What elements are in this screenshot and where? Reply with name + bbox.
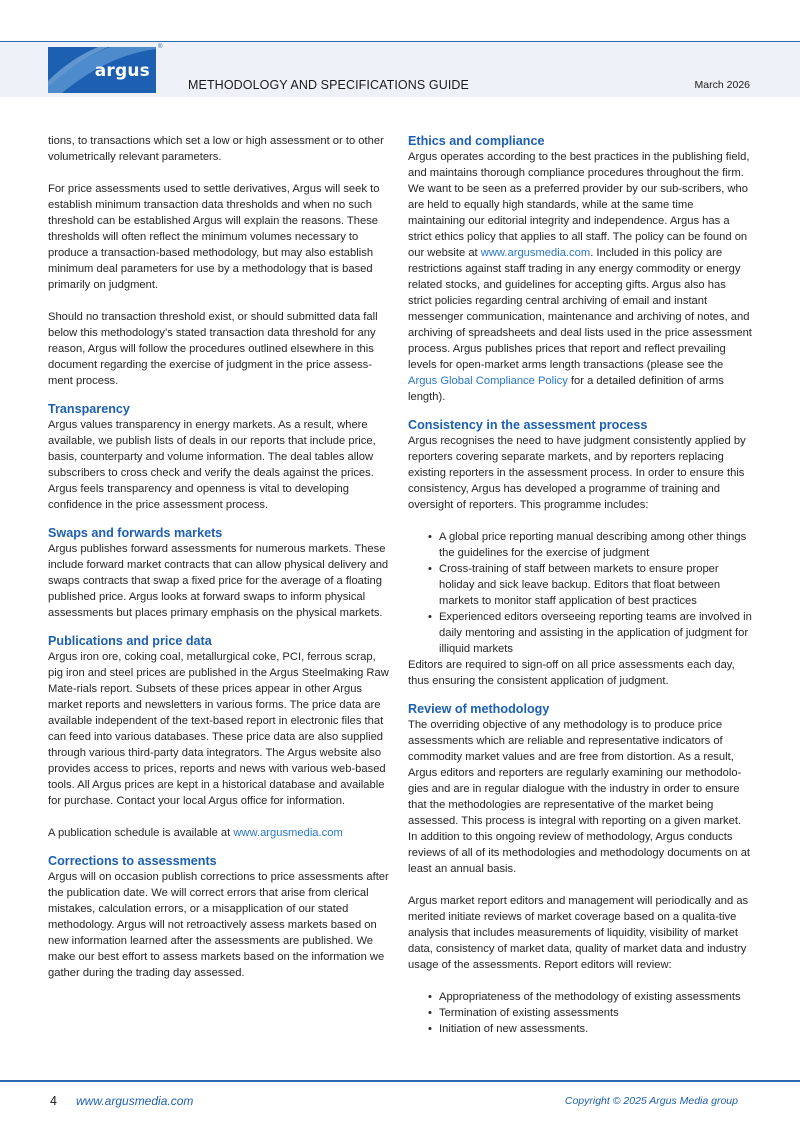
page-number: 4 [50, 1094, 57, 1108]
transparency-body: Argus values transparency in energy markets. As a result, where available, we publish lists of deals in our reports that include price, basis, counterparty and volume information. The deal tables allow subscribers to cross check and verify the deals against the prices. Argus feels transparency and openness is vital to developing confidence in the price assessment process. [48, 419, 376, 511]
consistency-bullet-list [428, 529, 752, 657]
list-item: • Cross-training of staff between markets to ensure proper holiday and sick leave backup. Editors that float between markets to monitor staff application of best practices [428, 561, 752, 609]
ethics-text: for a detailed definition of arms length). [408, 375, 724, 403]
publications-body: Argus iron ore, coking coal, metallurgical coke, PCI, ferrous scrap, pig iron and steel prices are published in the Argus Steelmaking Raw Mate-rials report. Subsets of these prices appear in other Argus market reports and newsletters in various forms. The price data are available independent of the text-based report in electronic files that can feed into various databases. These price data are also supplied through various third-party data integrators. The Argus website also provides access to prices, reports and news with various web-based tools. All Argus prices are kept in a historical database and available for purchase. Contact your local Argus office for information. [48, 651, 389, 807]
swaps-heading: Swaps and forwards markets [48, 526, 223, 540]
argus-logo [48, 47, 156, 93]
publication-date: March 2026 [694, 79, 750, 91]
ethics-heading: Ethics and compliance [408, 134, 545, 148]
right-column [408, 133, 752, 1037]
ethics-body [408, 149, 752, 405]
guide-title: METHODOLOGY AND SPECIFICATIONS GUIDE [188, 78, 469, 92]
left-column [48, 133, 392, 981]
consistency-after: Editors are required to sign-off on all price assessments each day, thus ensuring the consistent application of judgment. [408, 659, 735, 687]
corrections-body: Argus will on occasion publish corrections to price assessments after the publication date. We will correct errors that arise from clerical mistakes, calculation errors, or a misapplication of our stated methodology. Argus will not retroactively assess markets based on new information learned after the assessments are published. We make our best effort to assess markets based on the information we gather during the trading day assessed. [48, 871, 389, 979]
footer-divider [0, 1080, 800, 1082]
review-bullet-list [428, 989, 752, 1037]
list-item: • Appropriateness of the methodology of existing assessments [428, 989, 752, 1005]
registered-mark: ® [158, 44, 163, 50]
argusmedia-link[interactable]: www.argusmedia.com [480, 247, 591, 259]
footer-website-link[interactable]: www.argusmedia.com [76, 1094, 194, 1108]
body-paragraph: For price assessments used to settle derivatives, Argus will seek to establish minimum transaction data thresholds and when no such threshold can be established Argus will explain the reasons. These thresholds will often reflect the minimum volumes necessary to produce a transaction-based methodology, but may also establish minimum deal parameters for use by a methodology that is based primarily on judgment. [48, 183, 380, 291]
body-paragraph: tions, to transactions which set a low or high assessment or to other volumetrically relevant parameters. [48, 135, 384, 163]
review-body: The overriding objective of any methodology is to produce price assessments which are reliable and representative indicators of commodity market values and are free from distortion. As a result, Argus editors and reporters are regularly examining our methodolo-gies and are in regular dialogue with the industry in order to ensure that the methodologies are representative of the market being assessed. This process is integral with reporting on a given market. In addition to this ongoing review of methodology, Argus conducts reviews of all of its methodologies and methodology documents on at least an annual basis. [408, 719, 751, 875]
schedule-paragraph [48, 825, 392, 841]
consistency-heading: Consistency in the assessment process [408, 418, 648, 432]
list-item: • A global price reporting manual describing among other things the guidelines for the exercise of judgment [428, 529, 752, 561]
ethics-text: . Included in this policy are restrictions against staff trading in any energy commodity or energy related stocks, and guidelines for accepting gifts. Argus also has strict policies regarding central archiving of email and instant messenger communication, maintenance and archiving of notes, and archiving of spreadsheets and deal lists used in the price assessment process. Argus publishes prices that report and reflect prevailing levels for open-market arms length transactions (please see the [408, 247, 752, 371]
compliance-policy-link[interactable]: Argus Global Compliance Policy [408, 375, 568, 387]
ethics-text: Argus operates according to the best practices in the publishing field, and maintains thorough compliance procedures throughout the firm. We want to be seen as a preferred provider by our sub-scribers, who are held to equally high standards, while at the same time maintaining our editorial integrity and independence. Argus has a strict ethics policy that applies to all staff. The policy can be found on our website at [408, 151, 750, 259]
body-paragraph: Should no transaction threshold exist, or should submitted data fall below this methodology’s stated transaction data threshold for any reason, Argus will follow the procedures outlined elsewhere in this document regarding the exercise of judgment in the price assess-ment process. [48, 311, 378, 387]
list-item: • Initiation of new assessments. [428, 1021, 752, 1037]
review-heading: Review of methodology [408, 702, 550, 716]
swaps-body: Argus publishes forward assessments for numerous markets. These include forward market contracts that can allow physical delivery and swaps contracts that swap a fixed price for the average of a floating published price. Argus looks at forward swaps to inform physical assessments but places primary emphasis on the physical markets. [48, 543, 389, 619]
footer-copyright: Copyright © 2025 Argus Media group [564, 1095, 738, 1107]
corrections-heading: Corrections to assessments [48, 854, 217, 868]
argusmedia-link[interactable]: www.argusmedia.com [233, 827, 343, 839]
transparency-heading: Transparency [48, 402, 130, 416]
logo-text: argus [94, 61, 150, 81]
consistency-body: Argus recognises the need to have judgment consistently applied by reporters covering separate markets, and by reporters replacing existing reporters in the assessment process. In order to ensure this consistency, Argus has developed a programme of training and oversight of reporters. This programme includes: [408, 435, 746, 511]
schedule-text: A publication schedule is available at [48, 827, 234, 839]
review-body: Argus market report editors and management will periodically and as merited initiate reviews of market coverage based on a qualita-tive analysis that includes measurements of liquidity, visibility of market data, consistency of market data, quality of market data and industry usage of the assessments. Report editors will review: [408, 895, 749, 971]
publications-heading: Publications and price data [48, 634, 212, 648]
list-item: • Termination of existing assessments [428, 1005, 752, 1021]
list-item: • Experienced editors overseeing reporting teams are involved in daily mentoring and assisting in the application of judgment for illiquid markets [428, 609, 752, 657]
